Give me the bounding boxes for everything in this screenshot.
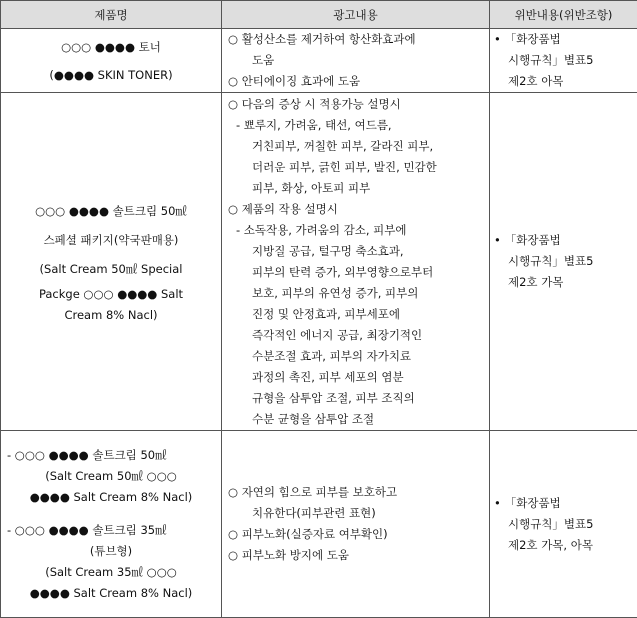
violation-cell [490,431,637,618]
product-cell [1,93,222,431]
table-row [1,29,637,93]
ad-line: 지방질 공급, 털구멍 축소효과, [222,241,489,262]
ad-cell [222,93,490,431]
ad-line: 도움 [222,50,489,71]
product-cell [1,29,222,93]
product-line: 스페셜 패키지(약국판매용) [1,226,221,255]
ad-line: ○ 제품의 작용 설명시 [222,199,489,220]
product-cell [1,431,222,618]
product-line: - ○○○ ●●●● 솔트크림 35㎖ [1,520,221,541]
ad-line: 규형을 삼투압 조절, 피부 조직의 [222,388,489,409]
product-line: (Salt Cream 35㎖ ○○○ [1,562,221,583]
ad-line: 과정의 촉진, 피부 세포의 염분 [222,367,489,388]
ad-line: ○ 피부노화 방지에 도움 [222,545,489,566]
violation-line: 제2호 아목 [504,71,637,92]
violation-cell [490,29,637,93]
product-line: ○○○ ●●●● 토너 [1,33,221,61]
product-line: (●●●● SKIN TONER) [1,61,221,89]
product-line: Packge ○○○ ●●●● Salt [1,284,221,305]
ad-line: ○ 자연의 힘으로 피부를 보호하고 [222,482,489,503]
violation-line: 제2호 가목 [504,272,637,293]
violation-line: 시행규칙」별표5 [504,251,637,272]
ad-line: 진정 및 안정효과, 피부세포에 [222,304,489,325]
ad-line: 보호, 피부의 유연성 증가, 피부의 [222,283,489,304]
header-violation: 위반내용(위반조항) [490,1,637,29]
ad-line: ○ 안티에이징 효과에 도움 [222,71,489,92]
ad-line: 치유한다(피부관련 표현) [222,503,489,524]
ad-line: - 뾰루지, 가려움, 태선, 여드름, [222,115,489,136]
violation-cell [490,93,637,431]
header-product: 제품명 [1,1,222,29]
product-line: ●●●● Salt Cream 8% Nacl) [1,487,221,508]
table-row [1,93,637,431]
product-line: (튜브형) [1,541,221,562]
ad-line: 즉각적인 에너지 공급, 최장기적인 [222,325,489,346]
header-row [1,1,637,29]
ad-line: 더러운 피부, 긁힌 피부, 발진, 민감한 [222,157,489,178]
product-line: ○○○ ●●●● 솔트크림 50㎖ [1,197,221,226]
product-line: (Salt Cream 50㎖ Special [1,255,221,284]
product-spacer [1,508,221,520]
product-line: - ○○○ ●●●● 솔트크림 50㎖ [1,445,221,466]
violation-line: 제2호 가목, 아목 [504,535,637,556]
table-row [1,431,637,618]
violation-line: • 「화장품법 [504,493,637,514]
ad-line: 수분 균형을 삼투압 조절 [222,409,489,430]
ad-line: 피부, 화상, 아토피 피부 [222,178,489,199]
ad-cell [222,29,490,93]
ad-line: ○ 피부노화(실증자료 여부확인) [222,524,489,545]
ad-cell [222,431,490,618]
violation-line: • 「화장품법 [504,29,637,50]
ad-line: ○ 다음의 증상 시 적용가능 설명시 [222,94,489,115]
product-line: (Salt Cream 50㎖ ○○○ [1,466,221,487]
header-ad-content: 광고내용 [222,1,490,29]
ad-line: 피부의 탄력 증가, 외부영향으로부터 [222,262,489,283]
product-line: ●●●● Salt Cream 8% Nacl) [1,583,221,604]
ad-line: 거친피부, 꺼칠한 피부, 갈라진 피부, [222,136,489,157]
violation-line: 시행규칙」별표5 [504,50,637,71]
ad-line: 수분조절 효과, 피부의 자가치료 [222,346,489,367]
violation-line: • 「화장품법 [504,230,637,251]
product-line: Cream 8% Nacl) [1,305,221,326]
violation-line: 시행규칙」별표5 [504,514,637,535]
ad-line: - 소독작용, 가려움의 감소, 피부에 [222,220,489,241]
ad-line: ○ 활성산소를 제거하여 항산화효과에 [222,29,489,50]
